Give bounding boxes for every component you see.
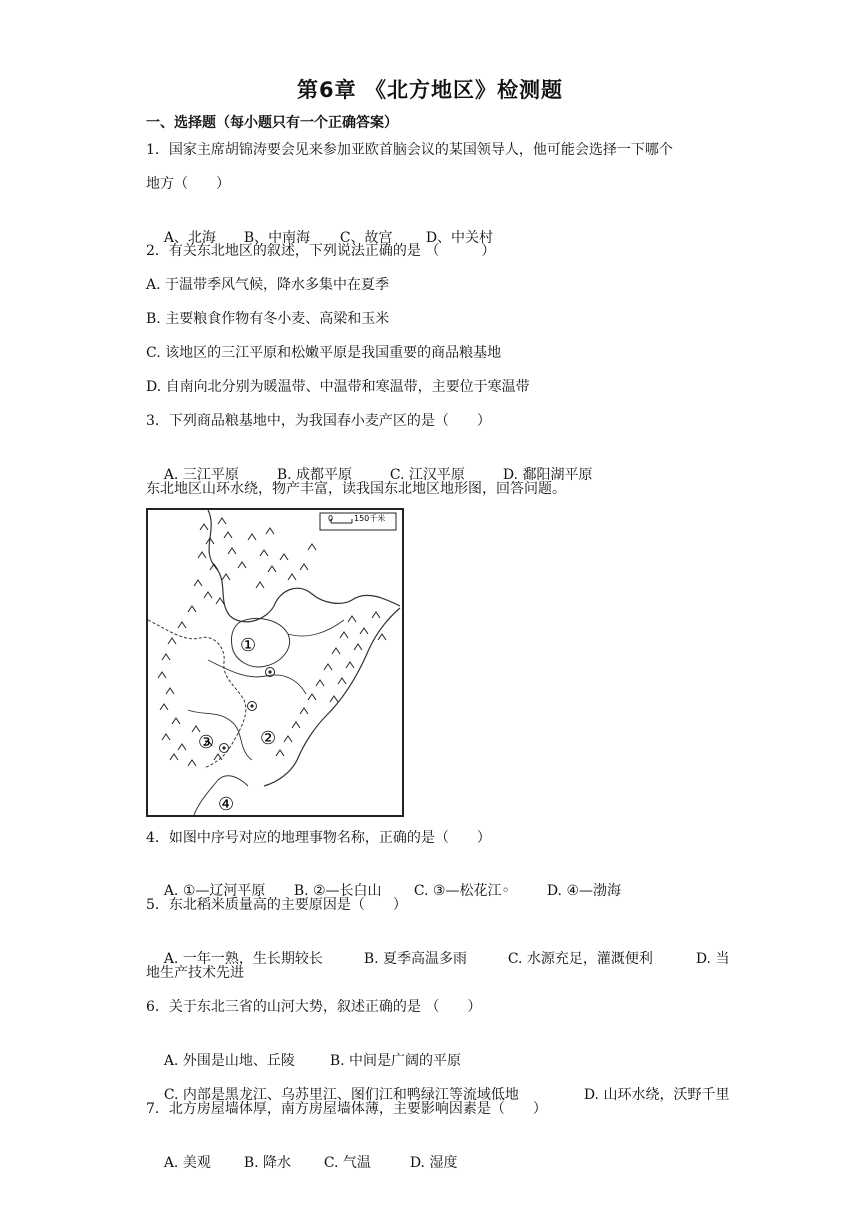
q4-stem: 4．如图中序号对应的地理事物名称，正确的是（ ） xyxy=(146,830,491,846)
q1-option-b: B、中南海 xyxy=(243,230,311,246)
map-label-3: ③ xyxy=(198,732,215,753)
q5-option-d: D. 当 xyxy=(695,951,730,967)
q1-option-a: A、北海 xyxy=(163,230,216,246)
q5-option-b: B. 夏季高温多雨 xyxy=(363,951,468,967)
q4-option-d: D. ④—渤海 xyxy=(546,883,621,899)
q6-stem: 6．关于东北三省的山河大势，叙述正确的是 （ ） xyxy=(146,999,482,1015)
q4-option-a: A. ①—辽河平原 xyxy=(163,883,266,899)
q7-options xyxy=(146,1133,457,1193)
q1-stem-line2: 地方（ ） xyxy=(146,176,230,192)
river-songhua xyxy=(208,660,306,694)
map-drawing xyxy=(148,510,402,815)
q7-option-c: C. 气温 xyxy=(323,1155,371,1171)
q4-option-c: C. ③—松花江◦ xyxy=(413,883,510,899)
map-label-2: ② xyxy=(260,728,277,749)
q3-option-d: D. 鄱阳湖平原 xyxy=(502,467,593,483)
q5-option-c: C. 水源充足，灌溉便利 xyxy=(507,951,653,967)
q7-option-d: D. 湿度 xyxy=(409,1155,458,1171)
coast-line xyxy=(264,608,400,786)
q5-option-d-continued: 地生产技术先进 xyxy=(146,965,244,981)
q2-option-b: B. 主要粮食作物有冬小麦、高梁和玉米 xyxy=(146,311,390,327)
q3-option-b: B. 成都平原 xyxy=(276,467,353,483)
q1-option-d: D、中关村 xyxy=(425,230,494,246)
q7-option-a: A. 美观 xyxy=(163,1155,211,1171)
q6-option-c: C. 内部是黑龙江、乌苏里江、图们江和鸭绿江等流域低地 xyxy=(163,1087,519,1103)
map-label-1: ① xyxy=(240,635,257,656)
q7-option-b: B. 降水 xyxy=(243,1155,292,1171)
q7-stem: 7．北方房屋墙体厚，南方房屋墙体薄，主要影响因素是（ ） xyxy=(146,1101,547,1117)
map-label-4: ④ xyxy=(218,794,235,815)
q3-stem: 3．下列商品粮基地中，为我国春小麦产区的是（ ） xyxy=(146,413,491,429)
section-heading: 一、选择题（每小题只有一个正确答案） xyxy=(146,115,398,131)
q6-option-a: A. 外围是山地、丘陵 xyxy=(163,1053,295,1069)
q1-stem-line1: 1．国家主席胡锦涛要会见来参加亚欧首脑会议的某国领导人，他可能会选择一下哪个 xyxy=(146,142,673,158)
scale-label: 150千米 xyxy=(354,514,386,523)
mountain-hatching-north xyxy=(238,528,316,588)
q2-option-d: D. 自南向北分别为暖温带、中温带和寒温带，主要位于寒温带 xyxy=(146,379,530,395)
q5-option-a: A. 一年一熟，生长期较长 xyxy=(163,951,323,967)
q2-option-a: A. 于温带季风气候，降水多集中在夏季 xyxy=(146,277,390,293)
mountain-hatching-east xyxy=(276,612,386,756)
map-intro-text: 东北地区山环水绕，物产丰富，读我国东北地区地形图，回答问题。 xyxy=(146,481,566,497)
q1-option-c: C、故宫 xyxy=(339,230,393,246)
q3-option-c: C. 江汉平原 xyxy=(389,467,465,483)
q2-option-c: C. 该地区的三江平原和松嫩平原是我国重要的商品粮基地 xyxy=(146,345,502,361)
q6-option-b: B. 中间是广阔的平原 xyxy=(329,1053,462,1069)
northeast-terrain-map xyxy=(146,508,404,817)
page-title: 第6章 《北方地区》检测题 xyxy=(297,78,563,102)
river-north xyxy=(288,620,344,636)
q2-stem: 2．有关东北地区的叙述，下列说法正确的是 （ ） xyxy=(146,243,496,259)
scale-zero: 0 xyxy=(328,514,334,523)
q4-option-b: B. ②—长白山 xyxy=(293,883,382,899)
q6-option-d: D. 山环水绕，沃野千里 xyxy=(583,1087,730,1103)
q5-stem: 5．东北稻米质量高的主要原因是（ ） xyxy=(146,897,407,913)
q3-option-a: A. 三江平原 xyxy=(163,467,239,483)
